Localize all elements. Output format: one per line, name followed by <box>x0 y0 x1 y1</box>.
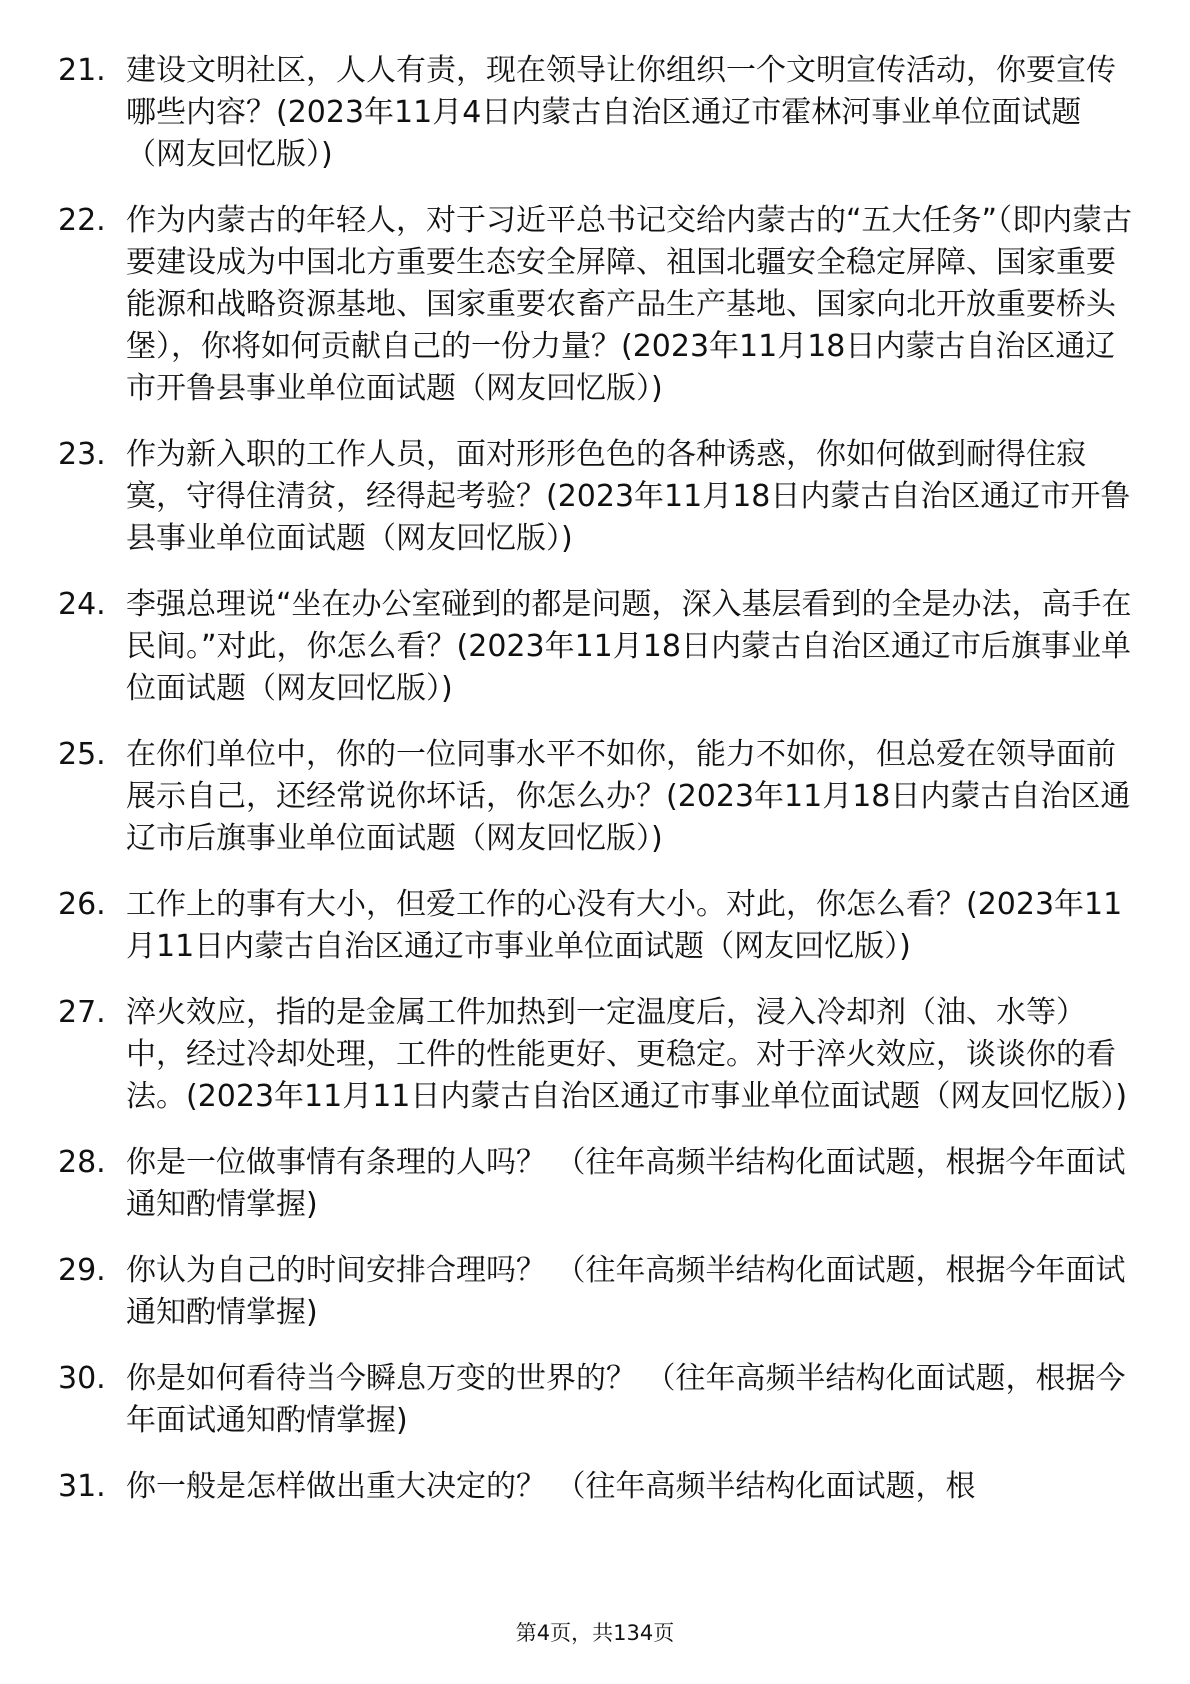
question-item <box>58 734 1138 860</box>
question-text: 李强总理说“坐在办公室碰到的都是问题，深入基层看到的全是办法，高手在民间。”对此，你怎么看？(2023年11月18日内蒙古自治区通辽市后旗事业单位面试题（网友回忆版）) <box>126 587 1132 706</box>
question-text: 工作上的事有大小，但爱工作的心没有大小。对此，你怎么看？(2023年11月11日内蒙古自治区通辽市事业单位面试题（网友回忆版）) <box>126 887 1123 964</box>
question-item <box>58 1250 1138 1334</box>
question-text: 在你们单位中，你的一位同事水平不如你，能力不如你，但总爱在领导面前展示自己，还经常说你坏话，你怎么办？(2023年11月18日内蒙古自治区通辽市后旗事业单位面试题（网友回忆版）) <box>126 737 1131 856</box>
question-item <box>58 1358 1138 1442</box>
page-number-label: 第4页，共134页 <box>515 1621 675 1645</box>
question-item <box>58 1142 1138 1226</box>
question-item <box>58 584 1138 710</box>
question-number: 22. <box>58 203 106 238</box>
question-text: 建设文明社区，人人有责，现在领导让你组织一个文明宣传活动，你要宣传哪些内容？(2023年11月4日内蒙古自治区通辽市霍林河事业单位面试题（网友回忆版）) <box>126 53 1116 172</box>
question-number: 27. <box>58 995 106 1030</box>
question-number: 23. <box>58 437 106 472</box>
question-number: 28. <box>58 1145 106 1180</box>
question-list <box>58 50 1138 1532</box>
question-number: 26. <box>58 887 106 922</box>
question-item <box>58 992 1138 1118</box>
question-number: 24. <box>58 587 106 622</box>
question-item <box>58 200 1138 410</box>
question-text: 淬火效应，指的是金属工件加热到一定温度后，浸入冷却剂（油、水等）中，经过冷却处理，工件的性能更好、更稳定。对于淬火效应，谈谈你的看法。(2023年11月11日内蒙古自治区通辽市事业单位面试题（网友回忆版）) <box>126 995 1128 1114</box>
question-number: 25. <box>58 737 106 772</box>
question-text: 你一般是怎样做出重大决定的？ （往年高频半结构化面试题，根 <box>126 1469 976 1504</box>
question-item <box>58 1466 1138 1508</box>
question-number: 21. <box>58 53 106 88</box>
question-text: 你是一位做事情有条理的人吗？ （往年高频半结构化面试题，根据今年面试通知酌情掌握) <box>126 1145 1126 1222</box>
question-text: 你认为自己的时间安排合理吗？ （往年高频半结构化面试题，根据今年面试通知酌情掌握) <box>126 1253 1126 1330</box>
page-footer <box>0 1619 1190 1647</box>
question-number: 31. <box>58 1469 106 1504</box>
question-text: 作为新入职的工作人员，面对形形色色的各种诱惑，你如何做到耐得住寂寞，守得住清贫，经得起考验？(2023年11月18日内蒙古自治区通辽市开鲁县事业单位面试题（网友回忆版）) <box>126 437 1131 556</box>
question-number: 29. <box>58 1253 106 1288</box>
question-number: 30. <box>58 1361 106 1396</box>
question-item <box>58 50 1138 176</box>
question-item <box>58 434 1138 560</box>
question-text: 你是如何看待当今瞬息万变的世界的？ （往年高频半结构化面试题，根据今年面试通知酌情掌握) <box>126 1361 1126 1438</box>
question-item <box>58 884 1138 968</box>
question-text: 作为内蒙古的年轻人，对于习近平总书记交给内蒙古的“五大任务”（即内蒙古要建设成为中国北方重要生态安全屏障、祖国北疆安全稳定屏障、国家重要能源和战略资源基地、国家重要农畜产品生产基地、国家向北开放重要桥头堡），你将如何贡献自己的一份力量？(2023年11月18日内蒙古自治区通辽市开鲁县事业单位面试题（网友回忆版）) <box>126 203 1133 406</box>
